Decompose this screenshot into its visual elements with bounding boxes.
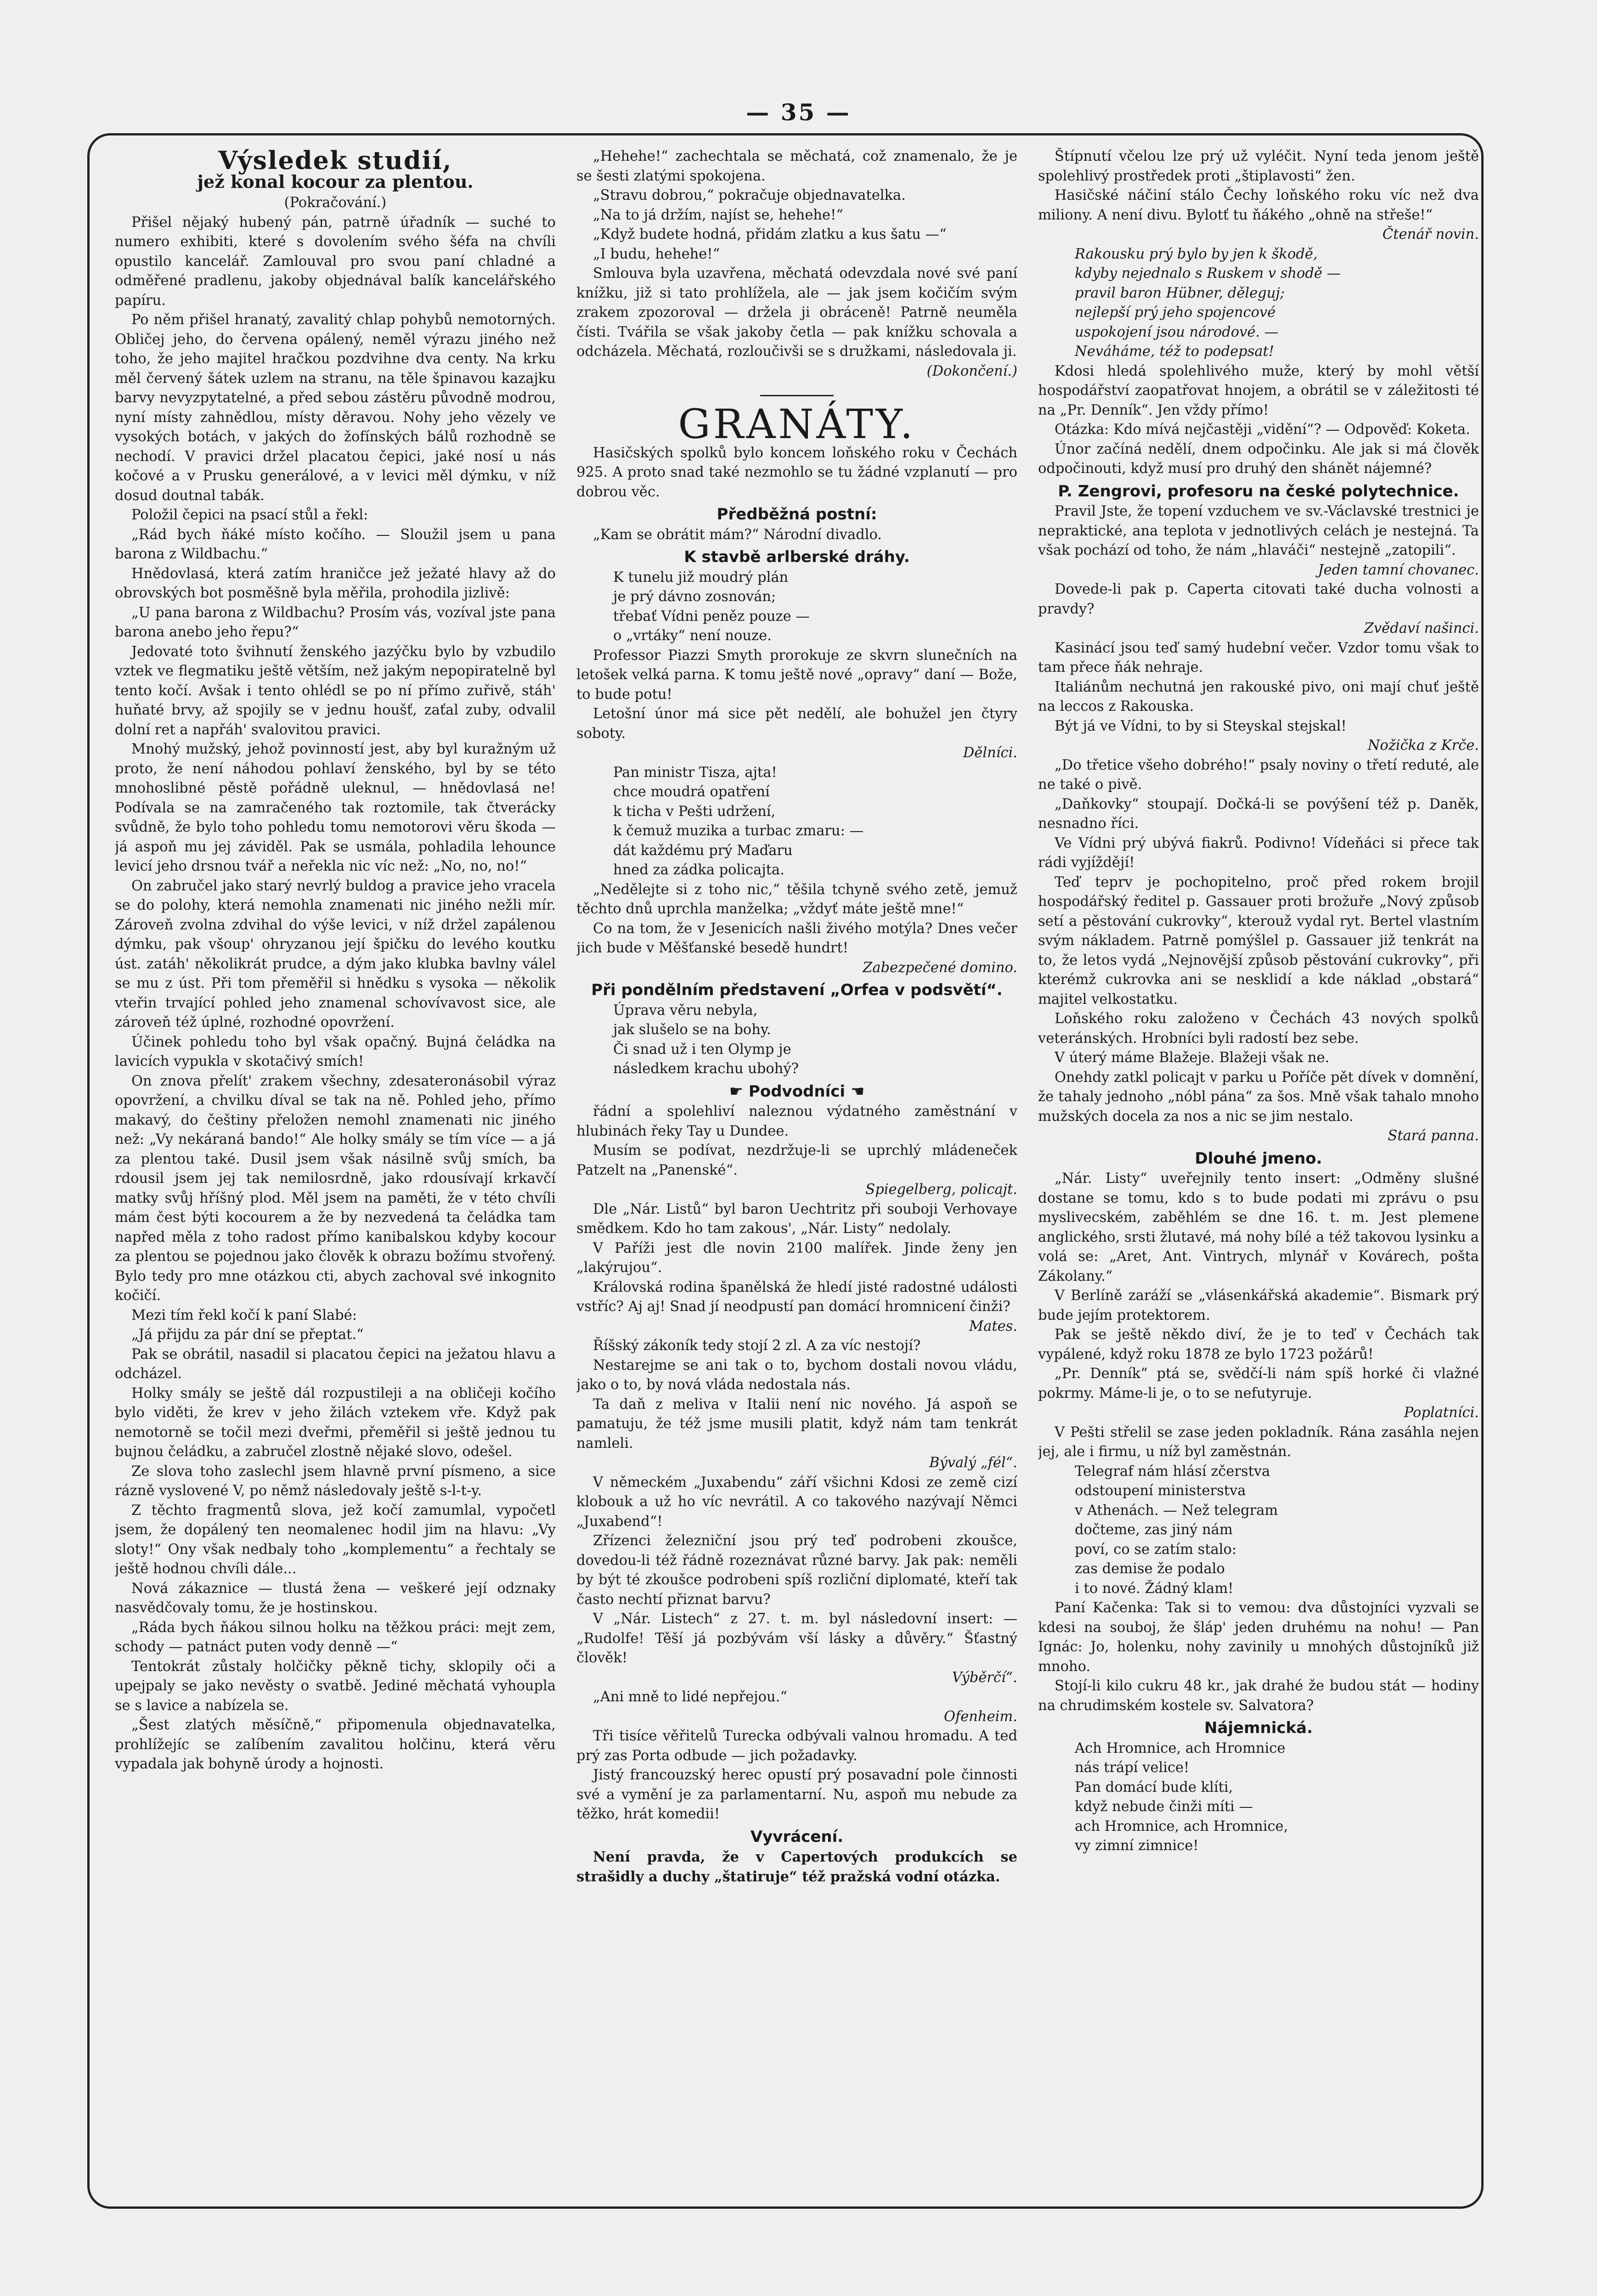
verse bbox=[576, 763, 1017, 880]
paragraph: Kdosi hledá spolehlivého muže, který by mohl větší hospodářství zaopatřovat hnojem, a obrátil se v záležitosti té na „Pr. Denník“. Jen vždy přímo! bbox=[1038, 363, 1479, 418]
verse-line: Neváháme, též to podepsat! bbox=[1075, 343, 1275, 360]
pointing-hand-right-icon: ☛ bbox=[729, 1082, 744, 1101]
page-number: — 35 — bbox=[746, 99, 851, 126]
paragraph: „I budu, hehehe!“ bbox=[593, 246, 720, 262]
verse-line: Či snad už i ten Olymp je bbox=[613, 1041, 791, 1058]
paragraph: Onehdy zatkl policajt v parku u Poříče pět dívek v domnění, že tahaly jednoho „nóbl pána“ za šos. Mně však tahalo mnoho mužských docela za nos a nic se jim nestalo. bbox=[1038, 1069, 1479, 1125]
paragraph: Hnědovlasá, která zatím hraničce jež ježaté hlavy až do obrovských bot posměšně byla měřila, prohodila jizlivě: bbox=[115, 565, 556, 601]
verse-line: pravil baron Hübner, děleguj; bbox=[1075, 285, 1285, 301]
verse-line: kdyby nejednalo s Ruskem v shodě — bbox=[1075, 265, 1341, 281]
paragraph: Nestarejme se ani tak o to, bychom dostali novou vládu, jako o to, by nová vláda nedostala nás. bbox=[576, 1357, 1017, 1393]
heading: K stavbě arlberské dráhy. bbox=[684, 548, 910, 566]
paragraph: Loňského roku založeno v Čechách 43 nových spolků veteránských. Hrobníci byli radostí bez sebe. bbox=[1038, 1011, 1479, 1047]
verse-line: Rakousku prý bylo by jen k škodě, bbox=[1075, 246, 1318, 262]
paragraph: Štípnutí včelou lze prý už vyléčit. Nyní teda jenom ještě spolehlivý prostředek proti „štiplavosti“ žen. bbox=[1038, 148, 1479, 184]
article-subtitle: jež konal kocour za plentou. bbox=[197, 171, 474, 192]
divider bbox=[760, 395, 834, 396]
signature: Ofenheim. bbox=[943, 1708, 1017, 1725]
paragraph: „Rád bych ňáké místo kočího. — Sloužil jsem u pana barona z Wildbachu.“ bbox=[115, 526, 556, 562]
verse bbox=[1038, 245, 1479, 362]
paragraph: Teď teprv je pochopitelno, proč před rokem brojil hospodářský ředitel p. Gassauer proti brožuře „Nový způsob setí a pěstování cukrovky“, kterouž vydal ryt. Bertel vlastním svým nákladem. Patrně pomýšlel p. Gassauer již tenkrát na to, že letos vydá „Nejnovější způsob pěstování cukrovky“, při kterémž cukrovka ani se nesklidí a kde náklad „obstará“ majitel velkostatku. bbox=[1038, 874, 1479, 1007]
paragraph: „Do třetice všeho dobrého!“ psaly noviny o třetí reduté, ale ne také o pivě. bbox=[1038, 757, 1479, 793]
heading: Předběžná postní: bbox=[717, 505, 877, 523]
verse-line: k čemuž muzika a turbac zmaru: — bbox=[613, 823, 864, 839]
paragraph: „Šest zlatých měsíčně,“ připomenula objednavatelka, prohlížejíc se zalíbením zavalitou holčinu, která věru vypadala jak bohyně úrody a hojnosti. bbox=[115, 1717, 556, 1772]
heading: Vyvrácení. bbox=[750, 1827, 844, 1846]
verse-line: jak slušelo se na bohy. bbox=[613, 1022, 771, 1038]
paragraph: Dle „Nár. Listů“ byl baron Uechtritz při souboji Verhovaye smědkem. Kdo ho tam zakous', „Nár. Listy“ nedolaly. bbox=[576, 1201, 1017, 1237]
paragraph: Ta daň z meliva v Italii není nic nového. Já aspoň se pamatuju, že též jsme musili platit, když nám tam tenkrát namleli. bbox=[576, 1396, 1017, 1452]
paragraph: „Na to já držím, najíst se, hehehe!“ bbox=[593, 207, 843, 223]
column-2 bbox=[576, 147, 1017, 2200]
paragraph: „Pr. Denník“ ptá se, svědčí-li nám spíš horké či vlažné pokrmy. Máme-li je, o to se nefutyruje. bbox=[1038, 1366, 1479, 1401]
signature: Zabezpečené domino. bbox=[863, 959, 1017, 976]
verse-line: i to nové. Žádný klam! bbox=[1075, 1580, 1234, 1597]
paragraph: Královská rodina španělská že hledí jisté radostné události vstříc? Aj aj! Snad jí neodpustí pan domácí hromnicení činži? bbox=[576, 1279, 1017, 1315]
verse-line: chce moudrá opatření bbox=[613, 784, 770, 800]
paragraph: V německém „Juxabendu“ září všichni Kdosi ze země cizí klobouk a už ho víc nevrátil. A co takového nazývají Němci „Juxabend“! bbox=[576, 1474, 1017, 1530]
paragraph: Zřízenci železniční jsou prý teď podrobeni zkoušce, dovedou-li též řádně rozeznávat různé barvy. Jak pak: neměli by být té zkoušce podrobeni spíš rozliční diplomaté, kteří tak často nechtí přiznat barvu? bbox=[576, 1533, 1017, 1608]
paragraph: Pak se obrátil, nasadil si placatou čepici na ježatou hlavu a odcházel. bbox=[115, 1346, 556, 1382]
paragraph: Hasičských spolků bylo koncem loňského roku v Čechách 925. A proto snad také nezmohlo se tu žádné vzplanutí — pro dobrou věc. bbox=[576, 445, 1017, 500]
paragraph: Být já ve Vídni, to by si Steyskal stejskal! bbox=[1055, 718, 1347, 734]
verse-line: Telegraf nám hlásí zčerstva bbox=[1075, 1463, 1270, 1480]
paragraph: Jedovaté toto švihnutí ženského jazýčku bylo by vzbudilo vztek ve flegmatiku ještě větším, než jakým nepopiratelně byl tento kočí. Avšak i tento ohlédl se po ní přímo zuřivě, stáh' huňaté brvy, až spojily se v jednu houšť, zaťal zuby, odvalil dolní ret a napřáh' svalovitou pravici. bbox=[115, 643, 556, 738]
paragraph: Mnohý mužský, jehož povinností jest, aby byl kuražným už proto, že není náhodou pohlaví ženského, byl by se této mnohoslibné pěstě pořádně uleknul, — hnědovlasá ne! Podívala se na zamračeného tak roztomile, tak čtverácky svůdně, že bylo toho pohledu tomu nemotorovi věru škoda — já aspoň mu jej záviděl. Pak se usmála, pohladila lehounce levicí jeho drsnou tvář a neřekla nic víc než: „No, no, no!“ bbox=[115, 741, 556, 874]
signature: Čtenář novin. bbox=[1382, 226, 1479, 242]
paragraph: „Nedělejte si z toho nic,“ těšila tchyně svého zetě, jemuž těchto dnů uprchla manželka; „vždyť máte ještě mne!“ bbox=[576, 881, 1017, 917]
paragraph: Stojí-li kilo cukru 48 kr., jak drahé že budou stát — hodiny na chrudimském kostele sv. Salvatora? bbox=[1038, 1678, 1479, 1714]
paragraph: „Daňkovky“ stoupají. Dočká-li se povýšení též p. Daněk, nesnadno říci. bbox=[1038, 796, 1479, 832]
paragraph: On znova přelít' zrakem všechny, zdesateronásobil výraz opovržení, a chvilku díval se tak na ně. Pohled jeho, přímo makavý, do češtiny přeložen nemohl znamenati nic jiného než: „Vy nekáraná bando!“ Ale holky smály se tím více — a já za plentou také. Dusil jsem však násilně svůj smích, ba rdousil jsem jej tak nemilosrdně, jako rdousívají krkavčí matky svůj hříšný plod. Měl jsem na paměti, že v této chvíli mám čest býti kocourem a že by nezvedená ta čeládka tam napřed měla z toho radost přímo kanibalskou kdyby kocour za plentou se pojednou jako člověk k obrazu božímu stvořený. Bylo tedy pro mne otázkou cti, abych zachoval své inkognito kočičí. bbox=[115, 1073, 556, 1304]
verse-line: nejlepší prý jeho spojencové bbox=[1075, 304, 1276, 321]
paragraph: Mezi tím řekl kočí k paní Slabé: bbox=[131, 1307, 357, 1323]
paragraph: V úterý máme Blažeje. Blažeji však ne. bbox=[1055, 1050, 1330, 1066]
paragraph: „Ani mně to lidé nepřejou.“ bbox=[593, 1689, 787, 1705]
paragraph: V Berlíně zaráží se „vlásenkářská akademie“. Bismark prý bude jejím protektorem. bbox=[1038, 1288, 1479, 1323]
paragraph: Tři tisíce věřitelů Turecka odbývali valnou hromadu. A teď prý zas Porta odbude — jich požadavky. bbox=[576, 1728, 1017, 1764]
paragraph: Položil čepici na psací stůl a řekl: bbox=[131, 507, 368, 523]
heading: Dlouhé jmeno. bbox=[1195, 1149, 1322, 1168]
article-body bbox=[115, 213, 556, 1774]
paragraph: Tentokrát zůstaly holčičky pěkně tichy, sklopily oči a upejpaly se jako nevěsty o svatbě. Jediné měchatá vyhoupla se s lavice a nabízela se. bbox=[115, 1658, 556, 1714]
verse bbox=[1038, 1462, 1479, 1599]
paragraph: Paní Kačenka: Tak si to vemou: dva důstojníci vyzvali se kdesi na souboj, že šláp' jeden druhému na nohu! — Pan Ignác: Jo, holenku, nohy zavinily u mnohých důstojníků již mnoho. bbox=[1038, 1600, 1479, 1675]
verse bbox=[576, 568, 1017, 646]
heading: Při pondělním představení „Orfea v podsvětí“. bbox=[591, 981, 1003, 999]
paragraph: V „Nár. Listech“ z 27. t. m. byl následovní insert: — „Rudolfe! Těší já pozbývám vší lásky a důvěry.“ Šťastný člověk! bbox=[576, 1611, 1017, 1666]
paragraph: „Hehehe!“ zachechtala se měchatá, což znamenalo, že je se šesti zlatými spokojena. bbox=[576, 148, 1017, 184]
continuation-note: (Pokračování.) bbox=[284, 195, 387, 211]
verse-line: uspokojení jsou národové. — bbox=[1075, 324, 1279, 340]
paragraph: Z těchto fragmentů slova, jež kočí zamumlal, vypočetl jsem, že dopálený ten neomalenec hodil jim na hlavu: „Vy sloty!“ Ony však nedbaly toho „komplementu“ a řechtaly se ještě hodnou chvíli dále... bbox=[115, 1502, 556, 1577]
signature: Zvědaví našinci. bbox=[1364, 620, 1479, 636]
section-title-granaty: GRANÁTY. bbox=[678, 400, 916, 448]
verse-line: následkem krachu ubohý? bbox=[613, 1061, 799, 1077]
paragraph: Pravil Jste, že topení vzduchem ve sv.-Václavské trestnici je nepraktické, ana teplota v jednotlivých celách je nestejná. Ta však pochází od toho, že nám „hlaváči“ nestejně „zatopili“. bbox=[1038, 503, 1479, 558]
verse-line: poví, co se zatím stalo: bbox=[1075, 1541, 1237, 1558]
heading: P. Zengrovi, profesoru na české polytechnice. bbox=[1058, 482, 1459, 501]
signature: Dělníci. bbox=[963, 745, 1017, 761]
paragraph: Holky smály se ještě dál rozpustileji a na obličeji kočího bylo viděti, že krev v jeho žilách vztekem vře. Když pak nemotorně se točil mezi dveřmi, přeměřil si ještě jednou tu bujnou čeládku, a zabručel zlostně nějaké slovo, odešel. bbox=[115, 1385, 556, 1460]
verse-line: v Athenách. — Než telegram bbox=[1075, 1502, 1278, 1519]
heading: Nájemnická. bbox=[1204, 1719, 1313, 1737]
paragraph: „Ráda bych ňákou silnou holku na těžkou práci: mejt zem, schody — patnáct puten vody denně —“ bbox=[115, 1619, 556, 1655]
paragraph: Smlouva byla uzavřena, měchatá odevzdala nové své paní knížku, již si tato prohlížela, ale — jak jsem kočičím svým zrakem zpozoroval — držela ji obráceně! Patrně neuměla čísti. Tvářila se však jakoby četla — pak knížku schovala a odcházela. Měchatá, rozloučivši se s družkami, následovala ji. bbox=[576, 265, 1017, 360]
verse-line: o „vrtáky“ není nouze. bbox=[613, 628, 772, 644]
paragraph: On zabručel jako starý nevrlý buldog a pravice jeho vracela se do polohy, která nemohla znamenati nic jiného nežli mír. Zároveň zvolna zdvihal do výše levici, v níž držel zapálenou dýmku, pak všoup' ohryzanou její špičku do levého koutku úst. zatáh' několikrát prudce, a dým jako klubka bavlny válel se mu z úst. Při tom přeměřil si hnědku s vysoka — několik vteřin trvající pohled jeho znamenal schovívavost sice, ale zároveň též úplné, rozhodné opovržení. bbox=[115, 878, 556, 1030]
signature: Výběrčí“. bbox=[952, 1669, 1017, 1686]
verse bbox=[1038, 1739, 1479, 1856]
paragraph: Jistý francouzský herec opustí prý posavadní pole činnosti své a vymění je za parlamentarní. Nu, aspoň mu nebude za těžko, hrát komedii! bbox=[576, 1767, 1017, 1822]
paragraph: Hasičské náčiní stálo Čechy loňského roku víc než dva miliony. A není divu. Bylotť tu ňákého „ohně na střeše!“ bbox=[1038, 187, 1479, 223]
heading-pointing-hands bbox=[576, 1082, 1017, 1102]
paragraph: V Pešti střelil se zase jeden pokladník. Rána zasáhla nejen jej, ale i firmu, u níž byl zaměstnán. bbox=[1038, 1424, 1479, 1460]
paragraph: Dovede-li pak p. Caperta citovati také ducha volnosti a pravdy? bbox=[1038, 581, 1479, 617]
paragraph: Říšský zákoník tedy stojí 2 zl. A za víc nestojí? bbox=[593, 1338, 921, 1354]
verse-line: dát každému prý Maďaru bbox=[613, 842, 793, 859]
verse-line: nás trápí velice! bbox=[1075, 1760, 1190, 1776]
verse-line: je prý dávno zosnován; bbox=[613, 589, 776, 605]
article-body-continued bbox=[576, 147, 1017, 362]
signature: Nožička z Krče. bbox=[1367, 737, 1479, 754]
verse-line: třebať Vídni peněz pouze — bbox=[613, 608, 810, 625]
paragraph: Otázka: Kdo mívá nejčastěji „vidění“? — Odpověď: Koketa. bbox=[1055, 422, 1470, 438]
paragraph: „Nár. Listy“ uveřejnily tento insert: „Odměny slušné dostane se tomu, kdo s to bude podati mi zprávu o psu myslivecském, zaběhlém se dne 16. t. m. Jest plemene anglického, srsti žlutavé, má nohy bílé a též takovou lysinku a volá se: „Aret, Ant. Vintrych, mlynář v Kovárech, pošta Zákolany.“ bbox=[1038, 1171, 1479, 1284]
paragraph: Účinek pohledu toho byl však opačný. Bujná čeládka na lavicích vypukla v skotačivý smích! bbox=[115, 1034, 556, 1069]
column-3 bbox=[1038, 147, 1479, 2200]
signature: Poplatníci. bbox=[1404, 1405, 1479, 1421]
signature: Spiegelberg, policajt. bbox=[865, 1182, 1017, 1198]
heading-text: Podvodníci bbox=[748, 1082, 846, 1101]
paragraph: Co na tom, že v Jesenicích našli živého motýla? Dnes večer jich bude v Měšťanské besedě hundrt! bbox=[576, 920, 1017, 956]
verse bbox=[576, 1001, 1017, 1079]
paragraph: V Paříži jest dle novin 2100 malířek. Jinde ženy jen „lakýrujou“. bbox=[576, 1240, 1017, 1276]
verse-line: K tunelu již moudrý plán bbox=[613, 569, 789, 585]
pointing-hand-left-icon: ☚ bbox=[850, 1082, 865, 1101]
paragraph: „U pana barona z Wildbachu? Prosím vás, vozíval jste pana barona anebo jeho řepu?“ bbox=[115, 604, 556, 640]
paragraph: Kasinácí jsou teď samý hudební večer. Vzdor tomu však to tam přece ňák nehraje. bbox=[1038, 640, 1479, 675]
paragraph: „Já přijdu za pár dní se přeptat.“ bbox=[131, 1327, 364, 1343]
column-1 bbox=[115, 147, 556, 2200]
paragraph: Nová zákaznice — tlustá žena — veškeré její odznaky nasvědčovaly tomu, že je hostinskou. bbox=[115, 1580, 556, 1616]
verse-line: vy zimní zimnice! bbox=[1075, 1838, 1199, 1854]
paragraph: Musím se podívat, nezdržuje-li se uprchlý mládeneček Patzelt na „Panenské“. bbox=[576, 1142, 1017, 1178]
verse-line: odstoupení ministerstva bbox=[1075, 1483, 1246, 1499]
paragraph: Po něm přišel hranatý, zavalitý chlap pohybů nemotorných. Obličej jeho, do červena opálený, neměl výrazu jiného než toho, že jeho majitel hračkou pozdvihne dva centy. Na krku měl červený šátek uzlem na stranu, na těle špinavou kazajku barvy nevyzpytatelné, a před sebou zástěru původně modrou, nyní místy zahnědlou, místy děravou. Nohy jeho vězely ve vysokých botách, v jakých do žofínských bálů rozhodně se nechodí. V pravici držel placatou čepici, jaké nosí u nás kočové a v Prusku generálové, a v levici měl dýmku, v níž dosud doutnal tabák. bbox=[115, 312, 556, 504]
paragraph: Není pravda, že v Capertových produkcích se strašidly a duchy „štatiruje“ též pražská vodní otázka. bbox=[576, 1849, 1017, 1885]
paragraph: Professor Piazzi Smyth prorokuje ze skvrn slunečních na letošek velká parna. K tomu ještě nové „opravy“ daní — Bože, to bude potu! bbox=[576, 647, 1017, 703]
signature: Bývalý „fél“. bbox=[929, 1455, 1017, 1471]
paragraph: Ve Vídni prý ubývá fiakrů. Podivno! Vídeňáci si přece tak rádi vyjíždějí! bbox=[1038, 835, 1479, 871]
verse-line: hned za zádka policajta. bbox=[613, 862, 784, 878]
verse-line: ach Hromnice, ach Hromnice, bbox=[1075, 1818, 1288, 1835]
verse-line: zas demise že podalo bbox=[1075, 1561, 1225, 1577]
paragraph: „Když budete hodná, přidám zlatku a kus šatu —“ bbox=[593, 226, 947, 242]
paragraph: Únor začíná nedělí, dnem odpočinku. Ale jak si má člověk odpočinouti, když musí pro druhý den shánět nájemné? bbox=[1038, 441, 1479, 477]
paragraph: Přišel nějaký hubený pán, patrně úřadník — suché to numero exhibiti, které s dovolením svého šéfa na chvíli opustilo kancelář. Zamlouval pro svou paní chladné a odměřené pradlenu, jakoby objednával balík kancelářského papíru. bbox=[115, 214, 556, 309]
verse-line: Pan domácí bude klíti, bbox=[1075, 1779, 1233, 1795]
paragraph: „Stravu dobrou,“ pokračuje objednavatelka. bbox=[593, 187, 906, 203]
verse-line: Úprava věru nebyla, bbox=[613, 1002, 758, 1019]
verse-line: k ticha v Pešti udržení, bbox=[613, 803, 776, 820]
article-title: Výsledek studií, bbox=[218, 147, 452, 175]
verse-line: Ach Hromnice, ach Hromnice bbox=[1075, 1740, 1286, 1756]
signature: Stará panna. bbox=[1388, 1128, 1479, 1144]
verse-line: dočteme, zas jiný nám bbox=[1075, 1522, 1233, 1538]
signature: Mates. bbox=[969, 1318, 1017, 1334]
paragraph: Letošní únor má sice pět nedělí, ale bohužel jen čtyry soboty. bbox=[576, 706, 1017, 742]
paragraph: „Kam se obrátit mám?“ Národní divadlo. bbox=[593, 526, 882, 543]
paragraph: řádní a spolehliví naleznou výdatného zaměstnání v hlubinách řeky Tay u Dundee. bbox=[576, 1103, 1017, 1139]
signature: Jeden tamní chovanec. bbox=[1318, 562, 1479, 578]
article-closing: (Dokončení.) bbox=[926, 363, 1017, 379]
verse-line: Pan ministr Tisza, ajta! bbox=[613, 764, 777, 781]
paragraph: Pak se ještě někdo diví, že je to teď v Čechách tak vypálené, když roku 1878 ze bylo 1723 požárů! bbox=[1038, 1327, 1479, 1362]
verse-line: když nebude činži míti — bbox=[1075, 1799, 1253, 1815]
paragraph: Italiánům nechutná jen rakouské pivo, oni mají chuť ještě na leccos z Rakouska. bbox=[1038, 679, 1479, 715]
paragraph: Ze slova toho zaslechl jsem hlavně první písmeno, a sice rázně vyslovené V, po němž následovaly ještě s-l-t-y. bbox=[115, 1463, 556, 1499]
